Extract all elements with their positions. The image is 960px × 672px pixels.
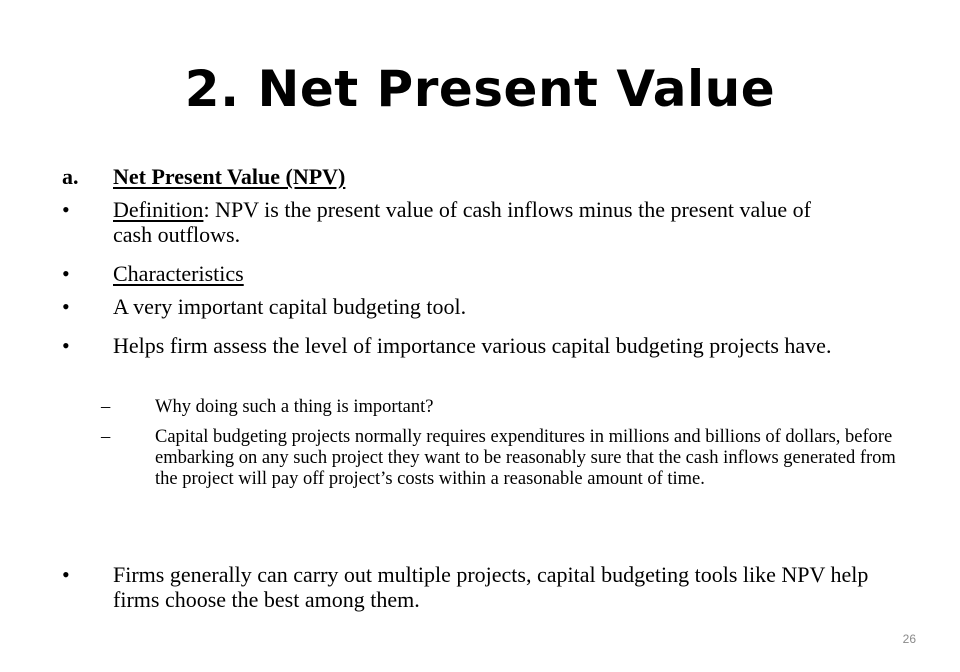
heading-text: Net Present Value (NPV) — [113, 164, 346, 189]
dash-icon: – — [101, 427, 111, 447]
page-number: 26 — [902, 632, 916, 646]
definition-body: : NPV is the present value of cash inflows minus the present value of cash outflows. — [113, 197, 811, 247]
sub-bullet-text: Why doing such a thing is important? — [155, 397, 434, 417]
bullet-text: A very important capital budgeting tool. — [113, 294, 467, 319]
definition-term: Definition — [113, 197, 204, 222]
bullet-icon: • — [62, 562, 70, 587]
bullet-icon: • — [62, 197, 70, 222]
sub-bullet-text: Capital budgeting projects normally requires expenditures in millions and billions of dollars, before embarking on any such project they want to be reasonably sure that the cash inflows generated from the project will pay off project’s costs within a reasonable amount of time. — [155, 427, 896, 489]
bullet-text: Helps firm assess the level of importance various capital budgeting projects have. — [113, 333, 832, 358]
bullet-text — [113, 197, 853, 247]
heading-marker: a. — [62, 164, 79, 189]
bullet-icon: • — [62, 261, 70, 286]
dash-icon: – — [101, 397, 111, 417]
bullet-text: Firms generally can carry out multiple projects, capital budgeting tools like NPV help firms choose the best among them. — [113, 562, 869, 612]
bullet-icon: • — [62, 333, 70, 358]
bullet-icon: • — [62, 294, 70, 319]
bullet-text: Characteristics — [113, 261, 244, 286]
slide-title: 2. Net Present Value — [184, 60, 776, 118]
